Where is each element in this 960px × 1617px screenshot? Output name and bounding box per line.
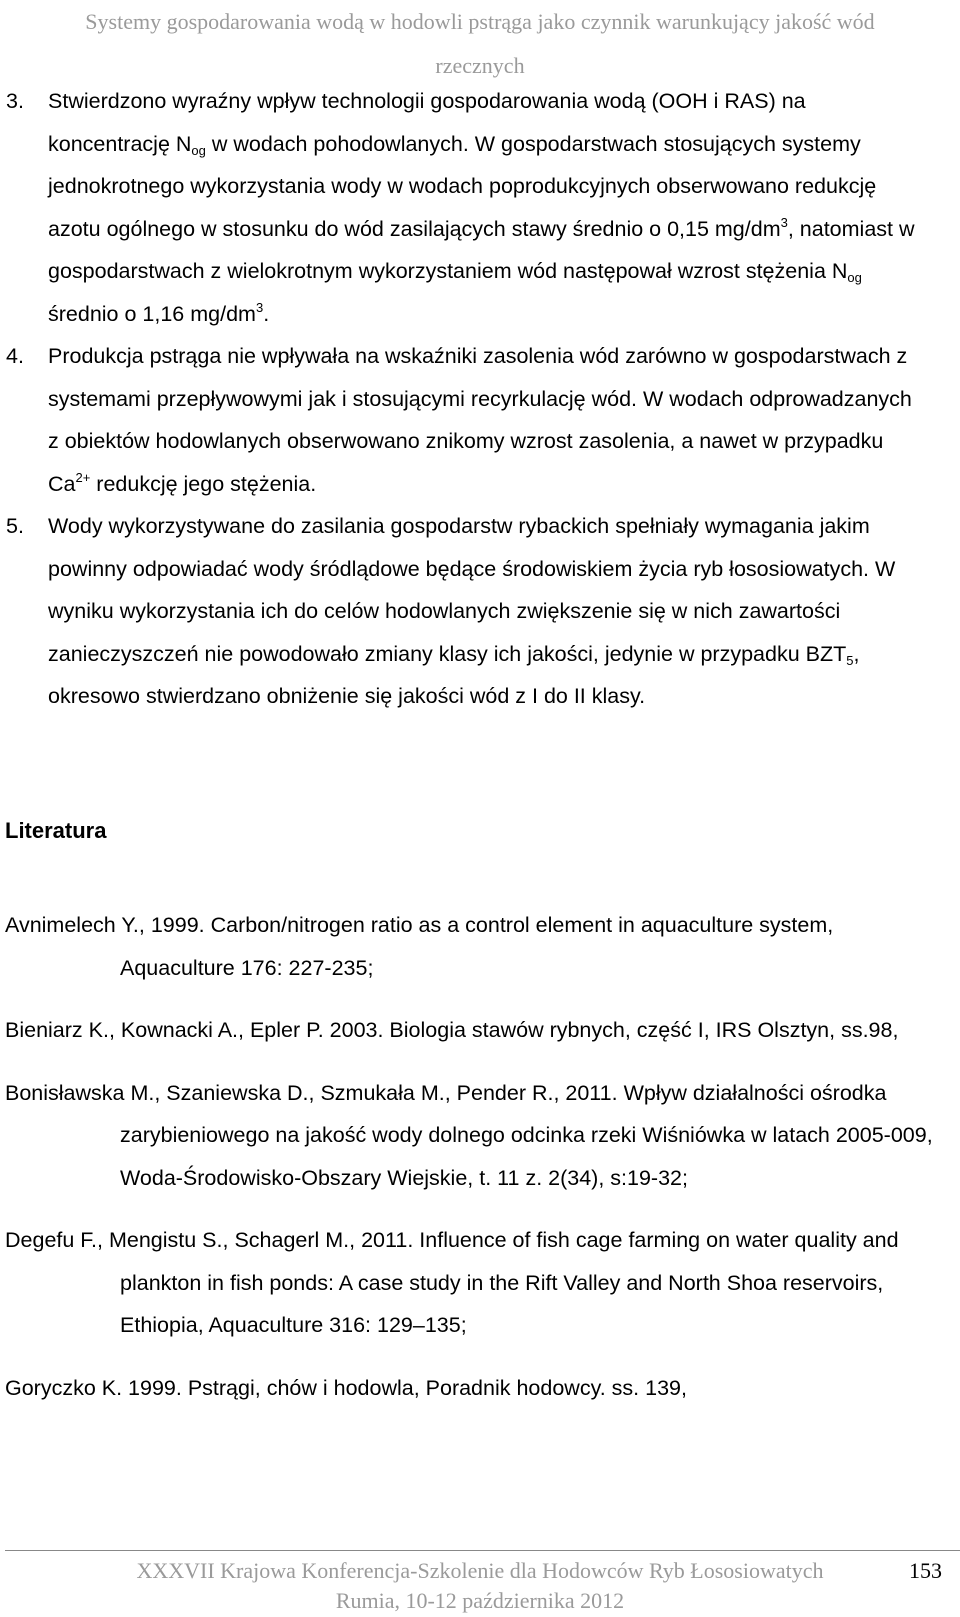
conclusions-list (0, 80, 960, 718)
running-footer (0, 1556, 960, 1616)
item-text: Produkcja pstrąga nie wpływała na wskaźniki zasolenia wód zarówno w gospodarstwach z systemami przepływowymi jak i stosującymi recyrkulację wód. W wodach odprowadzanych z obiektów hodowlanych obserwowano znikomy wzrost zasolenia, a nawet w przypadku Ca (48, 344, 912, 496)
item-text: , okresowo stwierdzano obniżenie się jakości wód z I do II klasy. (48, 641, 860, 708)
superscript: 3 (780, 214, 788, 230)
item-number: 3. (6, 89, 24, 113)
page-number: 153 (909, 1558, 942, 1583)
item-number: 5. (6, 514, 24, 538)
footer-divider (5, 1550, 960, 1551)
subscript: 5 (846, 652, 854, 668)
subscript: og (191, 142, 206, 158)
reference-item: Bieniarz K., Kownacki A., Epler P. 2003. Biologia stawów rybnych, część I, IRS Olsztyn, ss.98, (5, 1018, 899, 1042)
conclusion-item-4 (0, 335, 928, 505)
superscript: 3 (255, 299, 264, 315)
header-line-2: rzecznych (435, 53, 525, 78)
item-text: , natomiast w gospodarstwach z wielokrotnym wykorzystaniem wód następował wzrost stężenia N (48, 216, 915, 283)
superscript: 2+ (75, 469, 91, 485)
reference-item: Goryczko K. 1999. Pstrągi, chów i hodowla, Poradnik hodowcy. ss. 139, (5, 1375, 687, 1400)
conclusion-item-3 (0, 80, 928, 335)
item-text: w wodach pohodowlanych. W gospodarstwach stosujących systemy jednokrotnego wykorzystania wody w wodach poprodukcyjnych obserwowano redukcję azotu ogólnego w stosunku do wód zasilających stawy średnio o 0,15 mg/dm (48, 131, 877, 241)
reference-item: Degefu F., Mengistu S., Schagerl M., 2011. Influence of fish cage farming on water quality and plankton in fish ponds: A case study in the Rift Valley and North Shoa reservoirs, Ethiopia, Aquaculture 316: 129–135; (5, 1228, 899, 1337)
literature-heading: Literatura (5, 818, 107, 843)
reference-item: Avnimelech Y., 1999. Carbon/nitrogen ratio as a control element in aquaculture system, Aquaculture 176: 227-235; (5, 913, 834, 980)
header-line-1: Systemy gospodarowania wodą w hodowli pstrąga jako czynnik warunkujący jakość wód (85, 9, 875, 34)
reference-list (5, 904, 935, 1429)
reference-item: Bonisławska M., Szaniewska D., Szmukała M., Pender R., 2011. Wpływ działalności ośrodka zarybieniowego na jakość wody dolnego odcinka rzeki Wiśniówka w latach 2005-009, Woda-Środowisko-Obszary Wiejskie, t. 11 z. 2(34), s:19-32; (5, 1080, 933, 1190)
item-text: redukcję jego stężenia. (90, 471, 317, 496)
footer-line-2: Rumia, 10-12 października 2012 (335, 1588, 625, 1613)
subscript: og (847, 270, 862, 285)
item-number: 4. (6, 344, 24, 368)
item-text: średnio o 1,16 mg/dm (48, 301, 256, 326)
item-text: Stwierdzono wyraźny wpływ technologii gospodarowania wodą (OOH i RAS) na koncentrację N (48, 89, 806, 156)
item-text: . (263, 301, 270, 326)
item-text: Wody wykorzystywane do zasilania gospodarstw rybackich spełniały wymagania jakim powinny odpowiadać wody śródlądowe będące środowiskiem życia ryb łososiowatych. W wyniku wykorzystania ich do celów hodowlanych zwiększenie się w nich zawartości zanieczyszczeń nie powodowało zmiany klasy ich jakości, jedynie w przypadku BZT (48, 514, 896, 666)
running-header (0, 0, 960, 88)
footer-line-1: XXXVII Krajowa Konferencja-Szkolenie dla Hodowców Ryb Łososiowatych (136, 1558, 824, 1583)
conclusion-item-5 (0, 505, 928, 718)
